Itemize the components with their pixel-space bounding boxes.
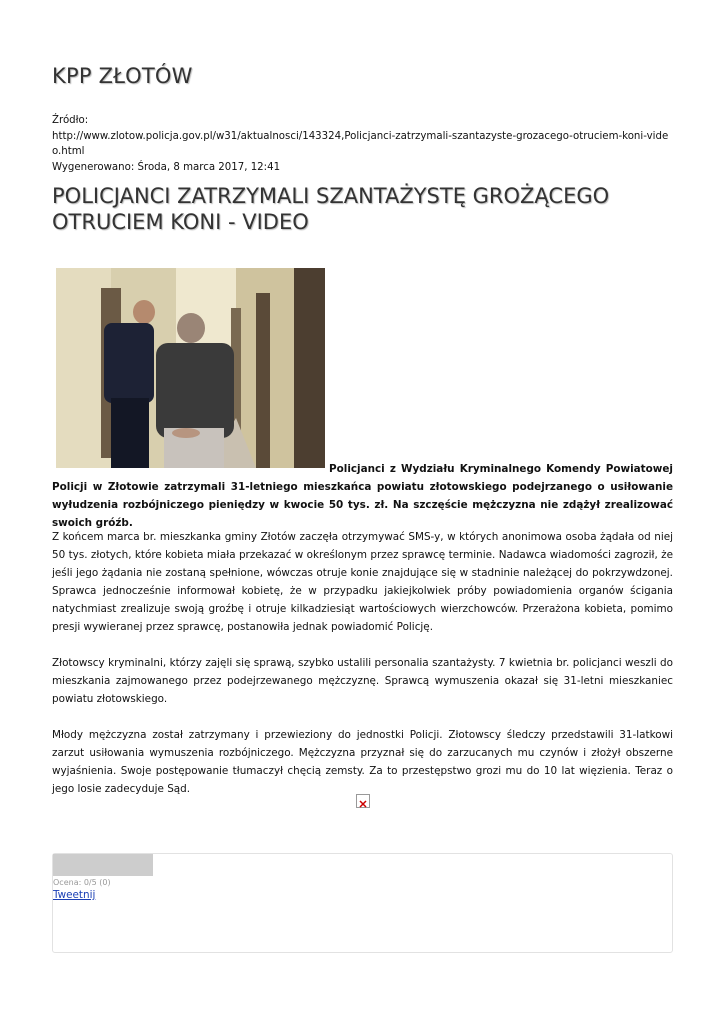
article-lead: Policjanci z Wydziału Kryminalnego Komendy Powiatowej Policji w Złotowie zatrzymali 31-letniego mieszkańca powiatu złotowskiego podejrzanego o usiłowanie wyłudzenia rozbójniczego pieniędzy w kwocie 50 tys. zł. Na szczęście mężczyzna nie zdążył zrealizować swoich gróźb. [52,463,673,529]
source-label: Źródło: [52,115,89,126]
article-body [52,528,673,816]
rating-bar[interactable] [53,854,153,876]
article-paragraph: Z końcem marca br. mieszkanka gminy Złotów zaczęła otrzymywać SMS-y, w których anonimowa osoba żądała od niej 50 tys. złotych, które kobieta miała przekazać w określonym przez sprawcę terminie. Nadawca wiadomości zagroził, że jeśli jego żądania nie zostaną spełnione, wówczas otruje konie znajdujące się w stadninie należącej do pokrzywdzonej. Sprawca jednocześnie informował kobietę, że w przypadku jakiejkolwiek próby powiadomienia organów ścigania natychmiast zrealizuje swoją groźbę i otruje kilkadziesiąt wartościowych wierzchowców. Przerażona kobieta, pomimo presji wywieranej przez sprawcę, postanowiła jednak powiadomić Policję. [52,531,673,633]
article-paragraph: Złotowscy kryminalni, którzy zajęli się sprawą, szybko ustalili personalia szantażysty. 7 kwietnia br. policjanci weszli do mieszkania zajmowanego przez podejrzewanego mężczyznę. Sprawcą wymuszenia okazał się 31-letni mieszkaniec powiatu złotowskiego. [52,657,673,705]
site-title: KPP ZŁOTÓW [52,64,193,88]
rating-text: Ocena: 0/5 (0) [53,878,111,887]
tweet-link[interactable]: Tweetnij [53,889,96,901]
broken-image-icon [356,794,370,808]
source-meta [52,113,673,175]
source-url: http://www.zlotow.policja.gov.pl/w31/aktualnosci/143324,Policjanci-zatrzymali-szantazyste-grozacego-otruciem-koni-video.html [52,130,669,157]
rating-widget [52,853,673,953]
article-paragraph: Młody mężczyzna został zatrzymany i przewieziony do jednostki Policji. Złotowscy śledczy przedstawili 31-latkowi zarzut usiłowania wymuszenia rozbójniczego. Mężczyzna przyznał się do zarzucanych mu czynów i złożył obszerne wyjaśnienia. Swoje postępowanie tłumaczył chęcią zemsty. Za to przestępstwo grozi mu do 10 lat więzienia. Teraz o jego losie zadecyduje Sąd. [52,729,673,795]
article-photo [56,268,325,468]
article-title: POLICJANCI ZATRZYMALI SZANTAŻYSTĘ GROŻĄCEGO OTRUCIEM KONI - VIDEO [52,184,610,234]
generated-date: Wygenerowano: Środa, 8 marca 2017, 12:41 [52,161,281,173]
